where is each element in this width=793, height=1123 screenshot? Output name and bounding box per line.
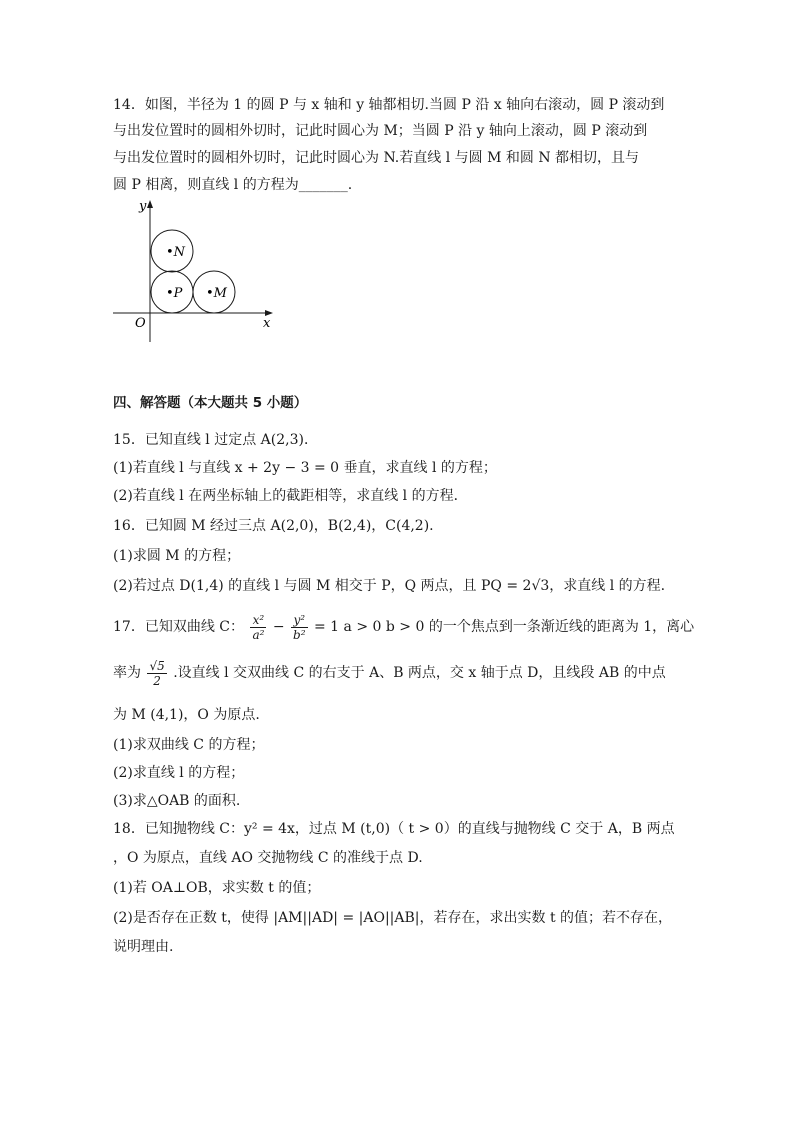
q17-stem-end: = 1 a > 0 b > 0 的一个焦点到一条渐近线的距离为 1，离心 <box>314 619 695 635</box>
q17-part-2: (2)求直线 l 的方程； <box>113 765 245 781</box>
center-m-label: •M <box>206 286 227 301</box>
q18-part-1: (1)若 OA⊥OB，求实数 t 的值； <box>113 880 321 896</box>
y-axis-label: y <box>139 199 147 214</box>
origin-label: O <box>135 316 146 331</box>
q18-line-2: ，O 为原点，直线 AO 交抛物线 C 的准线于点 D. <box>113 850 423 866</box>
q17-stem <box>113 610 694 644</box>
q18-stem: 18．已知抛物线 C：y² = 4x，过点 M (t,0)（ t > 0）的直线与抛物线 C 交于 A，B 两点 <box>113 821 675 837</box>
center-n-label: •N <box>166 245 186 260</box>
q15-stem: 15．已知直线 l 过定点 A(2,3)． <box>113 432 318 448</box>
q18-part-3: 说明理由. <box>113 939 174 955</box>
q14-line-2: 与出发位置时的圆相外切时，记此时圆心为 M；当圆 P 沿 y 轴向上滚动，圆 P 滚动到 <box>113 123 648 139</box>
q14-line-4: 圆 P 相离，则直线 l 的方程为_______. <box>113 177 353 193</box>
q17-part-1: (1)求双曲线 C 的方程； <box>113 737 265 753</box>
q16-part-2: (2)若过点 D(1,4) 的直线 l 与圆 M 相交于 P，Q 两点，且 PQ = 2√3，求直线 l 的方程. <box>113 578 666 594</box>
q17-part-3: (3)求△OAB 的面积. <box>113 793 241 809</box>
q15-part-2: (2)若直线 l 在两坐标轴上的截距相等，求直线 l 的方程． <box>113 488 468 504</box>
q17-line-3: 为 M (4,1)，O 为原点. <box>113 707 260 723</box>
circles-diagram <box>113 196 283 346</box>
fraction-y2-b2 <box>291 613 308 642</box>
q17-stem-start: 17．已知双曲线 C： <box>113 619 244 635</box>
y-axis-arrow-icon <box>147 200 153 208</box>
q14-line-1: 14．如图，半径为 1 的圆 P 与 x 轴和 y 轴都相切.当圆 P 沿 x 轴向右滚动，圆 P 滚动到 <box>113 97 665 113</box>
section-heading: 四、解答题（本大题共 5 小题） <box>113 395 308 411</box>
fraction-numerator: x² <box>250 613 266 628</box>
fraction-sqrt5-2 <box>147 659 166 688</box>
q17-line-2-start: 率为 <box>113 665 141 681</box>
fraction-numerator: y² <box>291 613 308 628</box>
fraction-x2-a2 <box>250 613 266 642</box>
q16-part-1: (1)求圆 M 的方程； <box>113 548 241 564</box>
q17-line-2-end: .设直线 l 交双曲线 C 的右支于 A、B 两点，交 x 轴于点 D，且线段 AB 的中点 <box>173 665 666 681</box>
q15-part-1: (1)若直线 l 与直线 x + 2y − 3 = 0 垂直，求直线 l 的方程； <box>113 460 497 476</box>
q17-line-2 <box>113 656 666 690</box>
minus-sign: − <box>272 619 285 635</box>
center-p-label: •P <box>166 286 183 301</box>
q18-part-2: (2)是否存在正数 t，使得 |AM||AD| = |AO||AB|，若存在，求出实数 t 的值；若不存在， <box>113 910 673 926</box>
fraction-numerator: √5 <box>149 658 165 673</box>
fraction-denominator: b² <box>293 627 306 642</box>
q16-stem: 16．已知圆 M 经过三点 A(2,0)，B(2,4)，C(4,2). <box>113 518 434 534</box>
x-axis-label: x <box>263 316 271 331</box>
q14-line-3: 与出发位置时的圆相外切时，记此时圆心为 N.若直线 l 与圆 M 和圆 N 都相切，且与 <box>113 150 640 166</box>
fraction-denominator: a² <box>252 627 265 642</box>
fraction-denominator: 2 <box>153 673 161 688</box>
